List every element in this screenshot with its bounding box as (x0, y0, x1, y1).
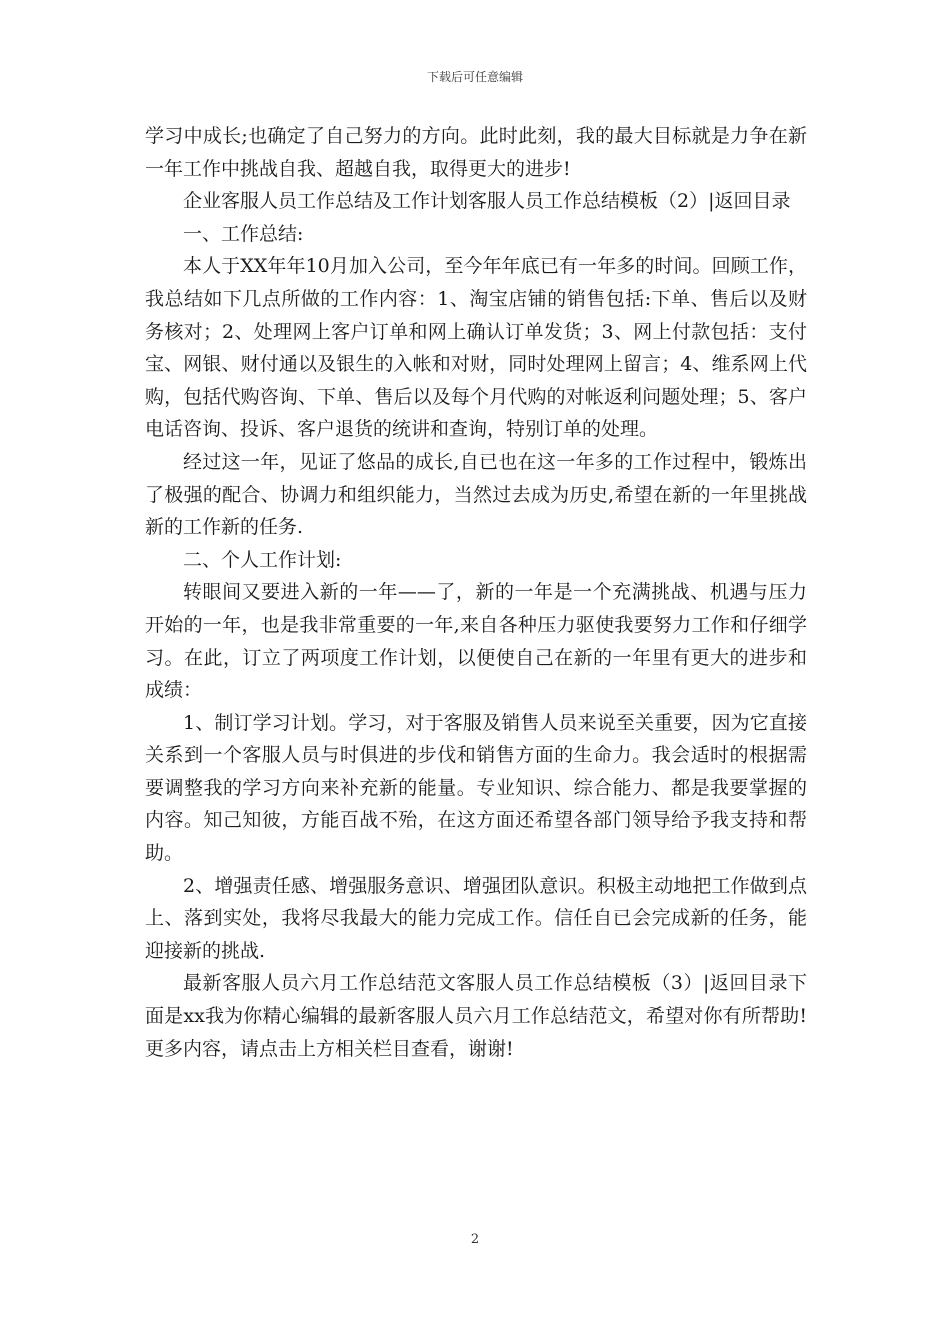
section-title-template-2: 企业客服人员工作总结及工作计划客服人员工作总结模板（2）|返回目录 (183, 190, 791, 213)
document-body (145, 120, 807, 1065)
paragraph-plan-item-2: 2、增强责任感、增强服务意识、增强团队意识。积极主动地把工作做到点上、落到实处，我将尽我最大的能力完成工作。信任自已会完成新的任务，能迎接新的挑战. (145, 874, 807, 962)
heading-work-summary: 一、工作总结: (183, 222, 304, 245)
paragraph-plan-item-1: 1、制订学习计划。学习，对于客服及销售人员来说至关重要，因为它直接关系到一个客服人员与时俱进的步伐和销售方面的生命力。我会适时的根据需要调整我的学习方向来补充新的能量。专业知识、综合能力、都是我要掌握的内容。知己知彼，方能百战不殆，在这方面还希望各部门领导给予我支持和帮助。 (145, 711, 807, 865)
page-number: 2 (470, 1232, 480, 1247)
paragraph-work-content: 本人于XX年年10月加入公司，至今年年底已有一年多的时间。回顾工作，我总结如下几点所做的工作内容：1、淘宝店铺的销售包括:下单、售后以及财务核对；2、处理网上客户订单和网上确认订单发货；3、网上付款包括：支付宝、网银、财付通以及银生的入帐和对财，同时处理网上留言；4、维系网上代购，包括代购咨询、下单、售后以及每个月代购的对帐返利问题处理；5、客户电话咨询、投诉、客户退货的统讲和查询，特别订单的处理。 (145, 255, 807, 441)
paragraph-year-review: 经过这一年，见证了悠品的成长,自已也在这一年多的工作过程中，锻炼出了极强的配合、协调力和组织能力，当然过去成为历史,希望在新的一年里挑战新的工作新的任务. (145, 450, 807, 539)
paragraph-plan-intro: 转眼间又要进入新的一年——了，新的一年是一个充满挑战、机遇与压力开始的一年，也是我非常重要的一年,来自各种压力驱使我要努力工作和仔细学习。在此，订立了两项度工作计划，以便使自己在新的一年里有更大的进步和成绩： (145, 581, 807, 702)
section-title-template-3: 最新客服人员六月工作总结范文客服人员工作总结模板（3）|返回目录下面是xx我为你精心编辑的最新客服人员六月工作总结范文，希望对你有所帮助!更多内容，请点击上方相关栏目查看，谢谢! (145, 972, 807, 1060)
page-header: 下载后可任意编辑 (426, 70, 523, 84)
paragraph-continuation: 学习中成长;也确定了自己努力的方向。此时此刻，我的最大目标就是力争在新一年工作中挑战自我、超越自我，取得更大的进步! (145, 125, 807, 180)
heading-work-plan: 二、个人工作计划: (183, 548, 342, 571)
